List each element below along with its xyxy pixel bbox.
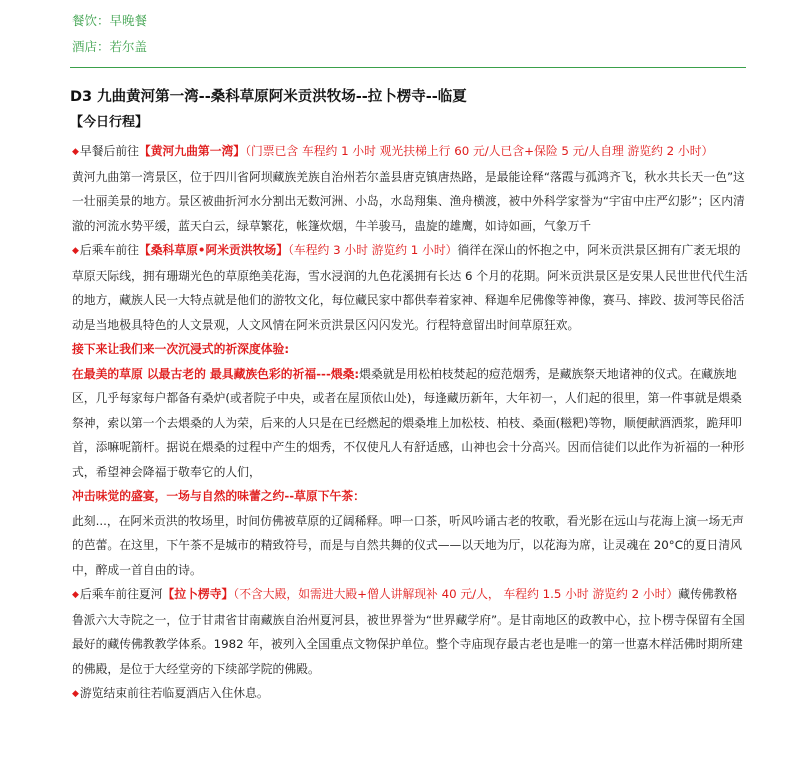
diamond-bullet-icon: ◆ [72, 590, 79, 600]
diamond-bullet-icon: ◆ [72, 246, 79, 256]
paragraph-labrang [72, 582, 748, 681]
paragraph-experience [72, 337, 748, 484]
paragraph-sangke [72, 238, 748, 337]
lead-text: 后乘车前往 [79, 243, 139, 257]
meal-info: 餐饮：早晚餐 [72, 13, 148, 28]
itinerary-body [72, 139, 748, 707]
divider [70, 67, 746, 68]
attraction-name: 【黄河九曲第一湾】 [138, 144, 246, 158]
paragraph-text: 藏传佛教格鲁派六大寺院之一，位于甘肃省甘南藏族自治州夏河县，被世界誉为“世界藏学府”。是甘南地区的政教中心，拉卜楞寺保留有全国最好的藏传佛教教学体系。1982 年，被列入全国重点文物保护单位。整个寺庙现存最古老也是唯一的第一世嘉木样活佛时期所建的佛殿，是位于大经堂旁的下续部学院的佛殿。 [72, 587, 745, 676]
paragraph-tea [72, 484, 748, 582]
paragraph-yellow-river [72, 139, 748, 238]
diamond-bullet-icon: ◆ [72, 147, 79, 157]
attraction-name: 【桑科草原•阿米贡洪牧场】 [138, 243, 289, 257]
paragraph-hotel [72, 681, 748, 707]
hotel-info: 酒店：若尔盖 [72, 39, 148, 54]
paragraph-text: 徜徉在深山的怀抱之中，阿米贡洪景区拥有广袤无垠的草原天际线，拥有珊瑚光色的草原绝美花海，雪水浸润的九色花溪拥有长达 6 个月的花期。阿米贡洪景区是安果人民世世代代生活的地方，藏族人民一大特点就是他们的游牧文化，每位藏民家中都供奉着家神、释迦牟尼佛像等神像，赛马、摔跤、拔河等民俗活动是当地极具特色的人文景观，人文风情在阿米贡洪景区闪闪发光。行程特意留出时间草原狂欢。 [72, 243, 748, 332]
lead-text: 早餐后前往 [79, 144, 139, 158]
section-lead: 在最美的草原 以最古老的 最具藏族色彩的祈福---煨桑: [72, 366, 360, 381]
lead-text: 后乘车前往夏河 [79, 587, 163, 601]
itinerary-subtitle: 【今日行程】 [70, 115, 149, 130]
paragraph-text: 此刻...，在阿米贡洪的牧场里，时间仿佛被草原的辽阔稀释。呷一口茶，听风吟诵古老的牧歌，看光影在远山与花海上演一场无声的芭蕾。在这里，下午茶不是城市的精致符号，而是与自然共舞的仪式——以天地为厅，以花海为席，让灵魂在 20°C的夏日清风中，醉成一首自由的诗。 [72, 513, 744, 577]
paragraph-text: 黄河九曲第一湾景区，位于四川省阿坝藏族羌族自治州若尔盖县唐克镇唐热路，是最能诠释“落霞与孤鸿齐飞，秋水共长天一色”这一壮丽美景的地方。景区被曲折河水分割出无数河洲、小岛，水岛翔集、渔舟横渡，被中外科学家誉为“宇宙中庄严幻影”；区内清澈的河流水势平缓，蓝天白云，绿草繁花，帐篷炊烟，牛羊骏马，蛊旋的雄鹰，如诗如画，气象万千 [72, 169, 745, 233]
paragraph-text: 煨桑就是用松柏枝焚起的痘范烟秀，是藏族祭天地诸神的仪式。在藏族地区，几乎每家每户都备有桑炉(或者院子中央，或者在屋顶依山处)，每逢藏历新年，大年初一，人们起的很里，第一件事就是煨桑祭神，索以第一个去煨桑的人为荣，后来的人只是在已经燃起的煨桑堆上加松枝、柏枝、桑面(糍粑)等物，顺便献酒洒浆，跪拜叩首，添嘛呢箭杆。据说在煨桑的过程中产生的烟秀，不仅使凡人有舒适感，山神也会十分高兴。因而信徒们以此作为祈福的一种形式，希望神会降福于敬奉它的人们， [72, 366, 745, 479]
diamond-bullet-icon: ◆ [72, 689, 79, 699]
attraction-note: （车程约 3 小时 游览约 1 小时） [288, 243, 458, 257]
paragraph-text: 游览结束前往若临夏酒店入住休息。 [79, 686, 269, 700]
attraction-name: 【拉卜楞寺】 [162, 587, 234, 601]
attraction-note: （不含大殿，如需进大殿+僧人讲解现补 40 元/人， 车程约 1.5 小时 游览约 2 小时） [233, 587, 679, 601]
day-title: D3 九曲黄河第一湾--桑科草原阿米贡洪牧场--拉卜楞寺--临夏 [70, 89, 467, 105]
attraction-note: （门票已含 车程约 1 小时 观光扶梯上行 60 元/人已含+保险 5 元/人自理 游览约 2 小时） [245, 144, 714, 158]
section-heading: 冲击味觉的盛宴，一场与自然的味蕾之约--草原下午茶： [72, 489, 365, 503]
section-heading: 接下来让我们来一次沉浸式的祈深度体验: [72, 342, 290, 356]
